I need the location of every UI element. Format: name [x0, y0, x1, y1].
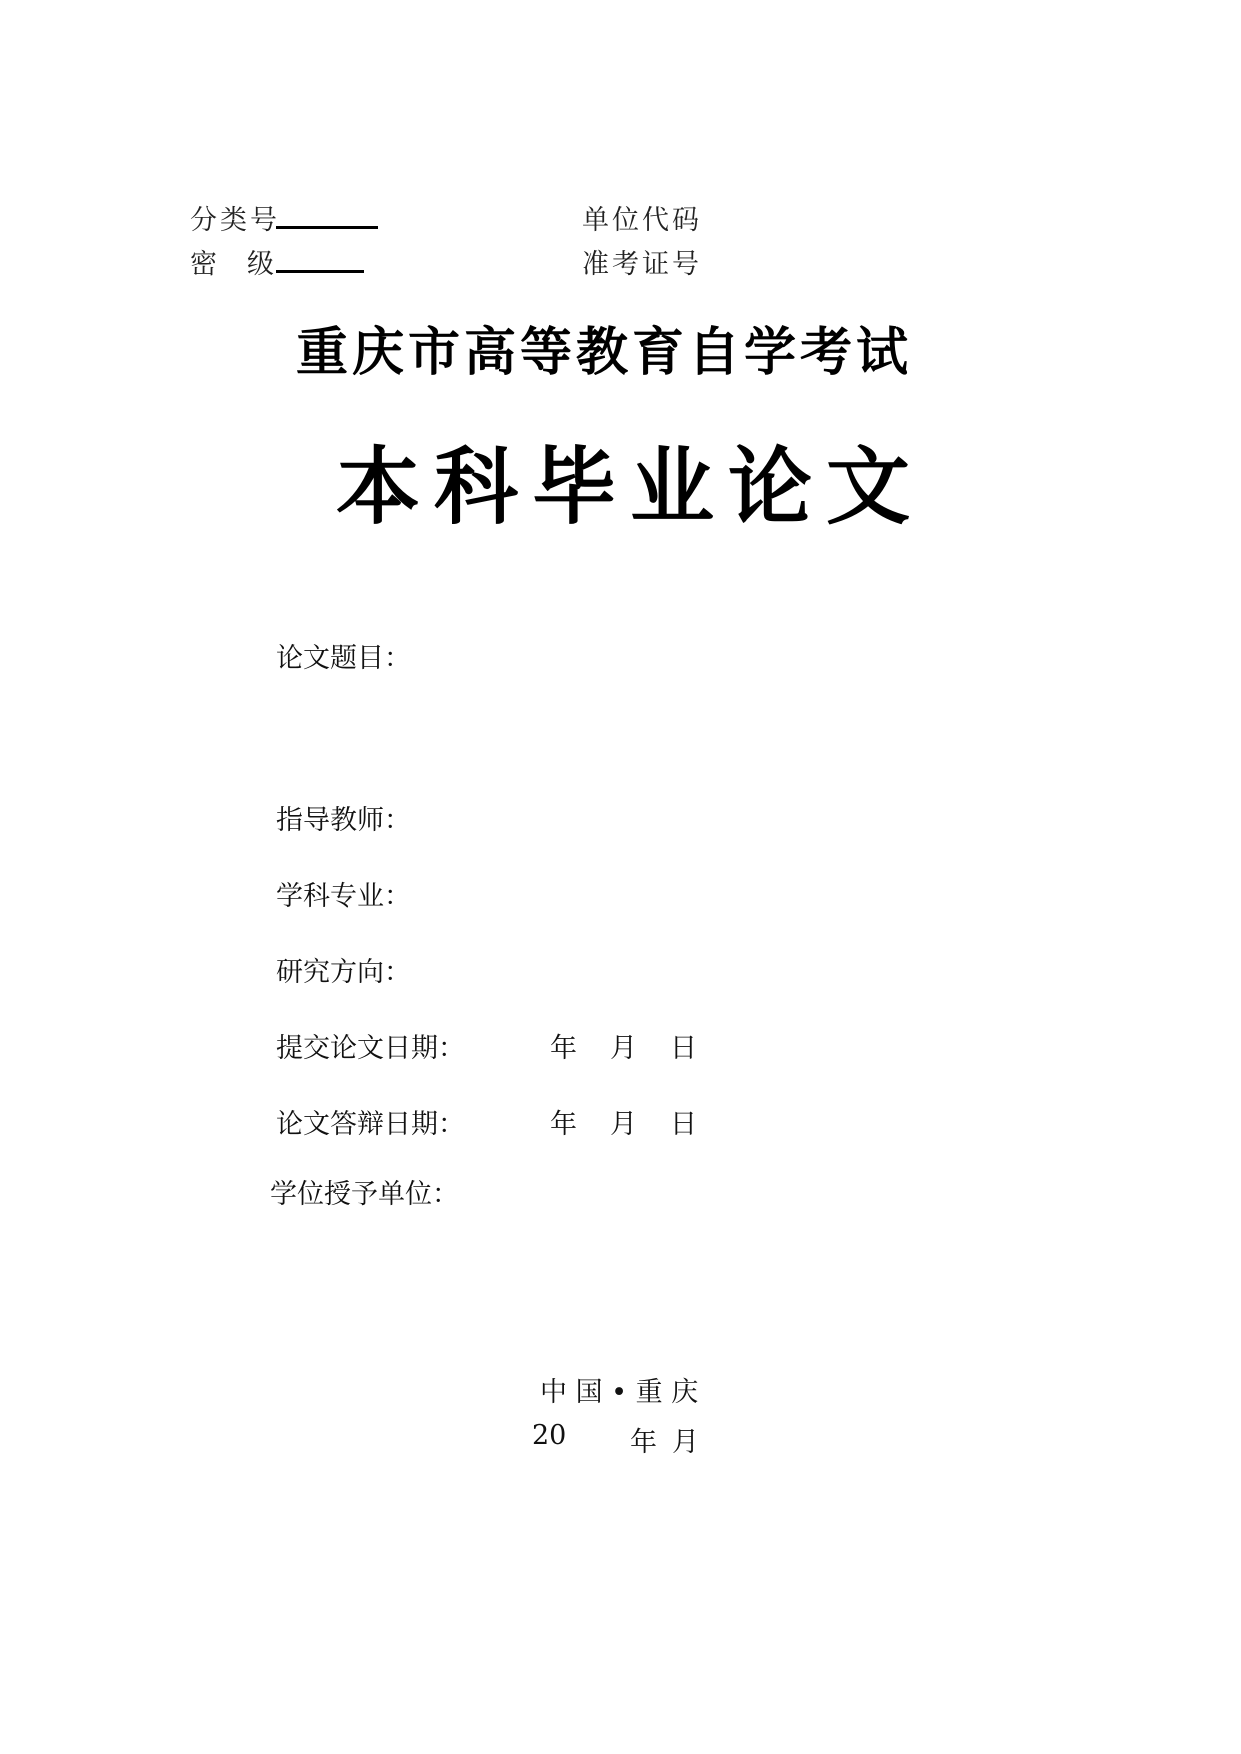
unit-code-label: 单位代码	[582, 205, 702, 236]
footer-month-unit: 月	[672, 1427, 699, 1458]
defense-month-unit: 月	[610, 1109, 637, 1140]
submission-month-unit: 月	[610, 1033, 637, 1064]
research-direction-label: 研究方向：	[276, 957, 411, 988]
classification-label: 分类号	[190, 205, 280, 236]
major-label: 学科专业：	[276, 881, 411, 912]
footer-location: 中 国 • 重 庆	[540, 1377, 699, 1408]
thesis-type-title: 本科毕业论文	[336, 438, 925, 536]
secrecy-underline	[276, 270, 364, 273]
defense-year-unit: 年	[550, 1109, 577, 1140]
footer-year-prefix: 20	[532, 1420, 567, 1451]
exam-title: 重庆市高等教育自学考试	[296, 323, 913, 383]
exam-number-label: 准考证号	[582, 249, 702, 280]
advisor-label: 指导教师：	[276, 805, 411, 836]
thesis-title-label: 论文题目：	[276, 643, 411, 674]
submission-year-unit: 年	[550, 1033, 577, 1064]
submission-date-label: 提交论文日期：	[276, 1033, 465, 1064]
defense-day-unit: 日	[670, 1109, 697, 1140]
footer-year-unit: 年	[630, 1427, 657, 1458]
submission-day-unit: 日	[670, 1033, 697, 1064]
defense-date-label: 论文答辩日期：	[276, 1109, 465, 1140]
degree-unit-label: 学位授予单位：	[270, 1179, 459, 1210]
classification-underline	[276, 226, 378, 229]
secrecy-label: 密级	[190, 249, 304, 280]
